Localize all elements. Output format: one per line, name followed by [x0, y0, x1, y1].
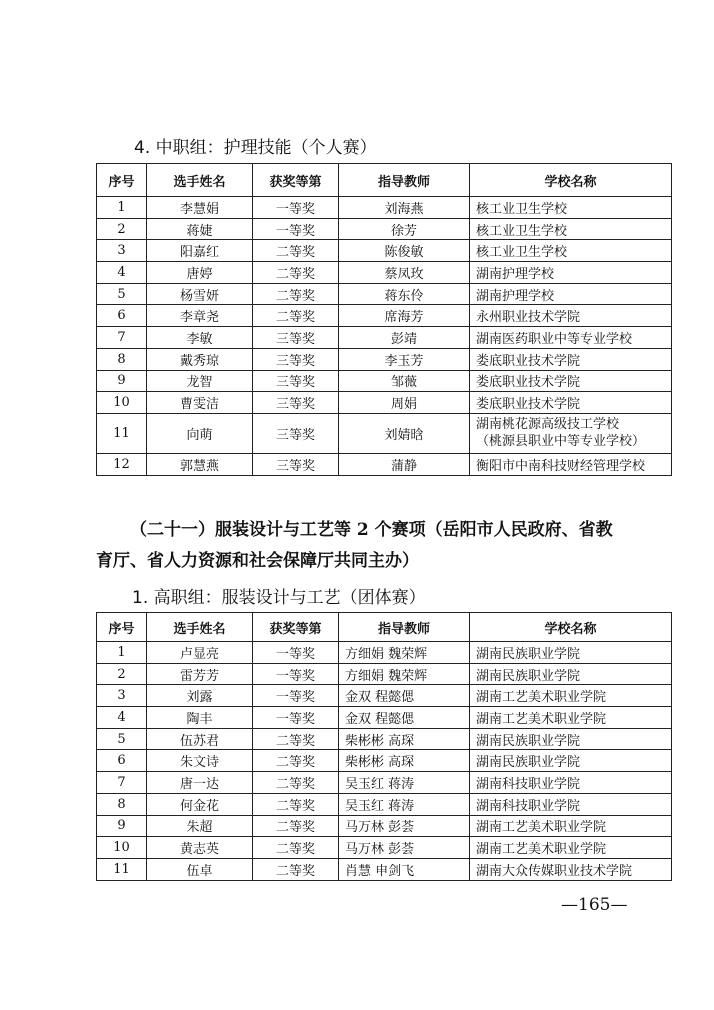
- cell-teacher: 金双 程懿偲: [339, 707, 470, 729]
- cell-award: 二等奖: [253, 728, 339, 750]
- cell-teacher: 邹薇: [339, 370, 470, 392]
- cell-award: 三等奖: [253, 370, 339, 392]
- cell-index: 3: [97, 240, 147, 262]
- cell-award: 一等奖: [253, 642, 339, 664]
- cell-award: 二等奖: [253, 858, 339, 880]
- cell-index: 8: [97, 348, 147, 370]
- cell-award: 一等奖: [253, 663, 339, 685]
- cell-name: 李敏: [147, 327, 253, 349]
- table-row: [97, 815, 672, 837]
- cell-school: 核工业卫生学校: [470, 240, 672, 262]
- table-row: [97, 663, 672, 685]
- cell-school: 永州职业技术学院: [470, 305, 672, 327]
- col-header-school: 学校名称: [470, 164, 672, 197]
- cell-award: 二等奖: [253, 305, 339, 327]
- table-row: [97, 413, 672, 453]
- cell-teacher: 吴玉红 蒋涛: [339, 772, 470, 794]
- cell-school: 衡阳市中南科技财经管理学校: [470, 453, 672, 475]
- cell-award: 三等奖: [253, 413, 339, 453]
- cell-award: 二等奖: [253, 772, 339, 794]
- cell-school: 娄底职业技术学院: [470, 348, 672, 370]
- section-title-costume-design: （二十一）服装设计与工艺等 2 个赛项（岳阳市人民政府、省教育厅、省人力资源和社会保障厅共同主办）: [96, 520, 613, 571]
- table-row: [97, 392, 672, 414]
- cell-index: 1: [97, 197, 147, 219]
- cell-school: 湖南工艺美术职业学院: [470, 685, 672, 707]
- cell-index: 11: [97, 413, 147, 453]
- cell-name: 伍苏君: [147, 728, 253, 750]
- page-number: —165—: [561, 895, 628, 915]
- cell-name: 伍卓: [147, 858, 253, 880]
- cell-index: 2: [97, 218, 147, 240]
- col-header-teacher: 指导教师: [339, 613, 470, 642]
- table-row: [97, 685, 672, 707]
- cell-teacher: 柴彬彬 高琛: [339, 750, 470, 772]
- cell-name: 唐婷: [147, 262, 253, 284]
- cell-award: 三等奖: [253, 327, 339, 349]
- cell-school: 湖南科技职业学院: [470, 793, 672, 815]
- table-row: [97, 240, 672, 262]
- costume-design-awards-table: [96, 612, 672, 881]
- cell-name: 李慧娟: [147, 197, 253, 219]
- cell-school: 娄底职业技术学院: [470, 370, 672, 392]
- cell-school: 湖南民族职业学院: [470, 728, 672, 750]
- table-row: [97, 305, 672, 327]
- cell-teacher: 吴玉红 蒋涛: [339, 793, 470, 815]
- cell-index: 3: [97, 685, 147, 707]
- table-row: [97, 197, 672, 219]
- table-row: [97, 642, 672, 664]
- table-header-row: [97, 164, 672, 197]
- cell-award: 二等奖: [253, 793, 339, 815]
- table-row: [97, 453, 672, 475]
- cell-school: 湖南民族职业学院: [470, 642, 672, 664]
- table-row: [97, 348, 672, 370]
- cell-index: 4: [97, 707, 147, 729]
- table-row: [97, 837, 672, 859]
- cell-teacher: 席海芳: [339, 305, 470, 327]
- table-header-row: [97, 613, 672, 642]
- cell-teacher: 蔡凤玫: [339, 262, 470, 284]
- cell-award: 二等奖: [253, 262, 339, 284]
- cell-school: 湖南医药职业中等专业学校: [470, 327, 672, 349]
- cell-name: 戴秀琼: [147, 348, 253, 370]
- cell-school: 湖南大众传媒职业技术学院: [470, 858, 672, 880]
- cell-index: 6: [97, 305, 147, 327]
- cell-teacher: 陈俊敏: [339, 240, 470, 262]
- nursing-awards-table: [96, 163, 672, 476]
- cell-name: 蒋婕: [147, 218, 253, 240]
- cell-teacher: 方细娟 魏荣辉: [339, 642, 470, 664]
- cell-teacher: 柴彬彬 高琛: [339, 728, 470, 750]
- table-row: [97, 793, 672, 815]
- cell-teacher: 马万林 彭荟: [339, 815, 470, 837]
- cell-teacher: 蒋东伶: [339, 283, 470, 305]
- cell-teacher: 马万林 彭荟: [339, 837, 470, 859]
- cell-index: 7: [97, 327, 147, 349]
- cell-award: 三等奖: [253, 392, 339, 414]
- cell-teacher: 刘婧晗: [339, 413, 470, 453]
- cell-index: 5: [97, 728, 147, 750]
- table-row: [97, 262, 672, 284]
- cell-index: 1: [97, 642, 147, 664]
- cell-name: 龙智: [147, 370, 253, 392]
- col-header-award: 获奖等第: [253, 613, 339, 642]
- cell-school: 湖南工艺美术职业学院: [470, 837, 672, 859]
- cell-index: 2: [97, 663, 147, 685]
- cell-teacher: 方细娟 魏荣辉: [339, 663, 470, 685]
- cell-name: 向萌: [147, 413, 253, 453]
- cell-name: 何金花: [147, 793, 253, 815]
- cell-name: 郭慧燕: [147, 453, 253, 475]
- cell-name: 黄志英: [147, 837, 253, 859]
- cell-index: 5: [97, 283, 147, 305]
- cell-index: 7: [97, 772, 147, 794]
- school-alt-name-line: （桃源县职业中等专业学校）: [476, 434, 646, 450]
- cell-index: 10: [97, 392, 147, 414]
- cell-name: 曹雯洁: [147, 392, 253, 414]
- cell-award: 二等奖: [253, 240, 339, 262]
- cell-teacher: 李玉芳: [339, 348, 470, 370]
- cell-index: 9: [97, 370, 147, 392]
- cell-teacher: 刘海燕: [339, 197, 470, 219]
- col-header-school: 学校名称: [470, 613, 672, 642]
- cell-school: 娄底职业技术学院: [470, 392, 672, 414]
- cell-award: 三等奖: [253, 348, 339, 370]
- cell-name: 朱文诗: [147, 750, 253, 772]
- cell-award: 二等奖: [253, 815, 339, 837]
- cell-name: 唐一达: [147, 772, 253, 794]
- table-row: [97, 750, 672, 772]
- section-heading-costume-team: 1. 高职组：服装设计与工艺（团体赛）: [132, 588, 426, 608]
- cell-index: 10: [97, 837, 147, 859]
- cell-award: 一等奖: [253, 685, 339, 707]
- table-row: [97, 370, 672, 392]
- school-name-line: 湖南桃花源高级技工学校: [476, 417, 620, 433]
- cell-school: 湖南工艺美术职业学院: [470, 815, 672, 837]
- col-header-index: 序号: [97, 613, 147, 642]
- col-header-name: 选手姓名: [147, 164, 253, 197]
- cell-award: 三等奖: [253, 453, 339, 475]
- cell-award: 一等奖: [253, 218, 339, 240]
- cell-school: [470, 413, 672, 453]
- cell-teacher: 肖慧 申剑飞: [339, 858, 470, 880]
- cell-teacher: 蒲静: [339, 453, 470, 475]
- cell-name: 杨雪妍: [147, 283, 253, 305]
- cell-school: 湖南护理学校: [470, 262, 672, 284]
- section-heading-nursing: 4. 中职组：护理技能（个人赛）: [134, 138, 377, 158]
- cell-index: 11: [97, 858, 147, 880]
- cell-name: 雷芳芳: [147, 663, 253, 685]
- cell-award: 二等奖: [253, 837, 339, 859]
- cell-school: 湖南工艺美术职业学院: [470, 707, 672, 729]
- cell-name: 阳嘉红: [147, 240, 253, 262]
- cell-award: 一等奖: [253, 197, 339, 219]
- cell-index: 8: [97, 793, 147, 815]
- cell-teacher: 周娟: [339, 392, 470, 414]
- cell-index: 4: [97, 262, 147, 284]
- cell-school: 核工业卫生学校: [470, 218, 672, 240]
- cell-index: 6: [97, 750, 147, 772]
- table-row: [97, 728, 672, 750]
- cell-teacher: 徐芳: [339, 218, 470, 240]
- table-row: [97, 772, 672, 794]
- table-row: [97, 327, 672, 349]
- cell-index: 12: [97, 453, 147, 475]
- cell-school: 湖南科技职业学院: [470, 772, 672, 794]
- table-row: [97, 858, 672, 880]
- cell-name: 卢显亮: [147, 642, 253, 664]
- cell-school: 湖南民族职业学院: [470, 663, 672, 685]
- cell-teacher: 金双 程懿偲: [339, 685, 470, 707]
- col-header-teacher: 指导教师: [339, 164, 470, 197]
- cell-award: 一等奖: [253, 707, 339, 729]
- table-row: [97, 283, 672, 305]
- cell-school: 湖南护理学校: [470, 283, 672, 305]
- table-row: [97, 707, 672, 729]
- cell-name: 刘露: [147, 685, 253, 707]
- cell-award: 二等奖: [253, 750, 339, 772]
- table-row: [97, 218, 672, 240]
- cell-school: 核工业卫生学校: [470, 197, 672, 219]
- cell-name: 朱超: [147, 815, 253, 837]
- col-header-name: 选手姓名: [147, 613, 253, 642]
- cell-award: 二等奖: [253, 283, 339, 305]
- cell-teacher: 彭靖: [339, 327, 470, 349]
- col-header-award: 获奖等第: [253, 164, 339, 197]
- col-header-index: 序号: [97, 164, 147, 197]
- cell-school: 湖南民族职业学院: [470, 750, 672, 772]
- cell-name: 陶丰: [147, 707, 253, 729]
- cell-name: 李章尧: [147, 305, 253, 327]
- cell-index: 9: [97, 815, 147, 837]
